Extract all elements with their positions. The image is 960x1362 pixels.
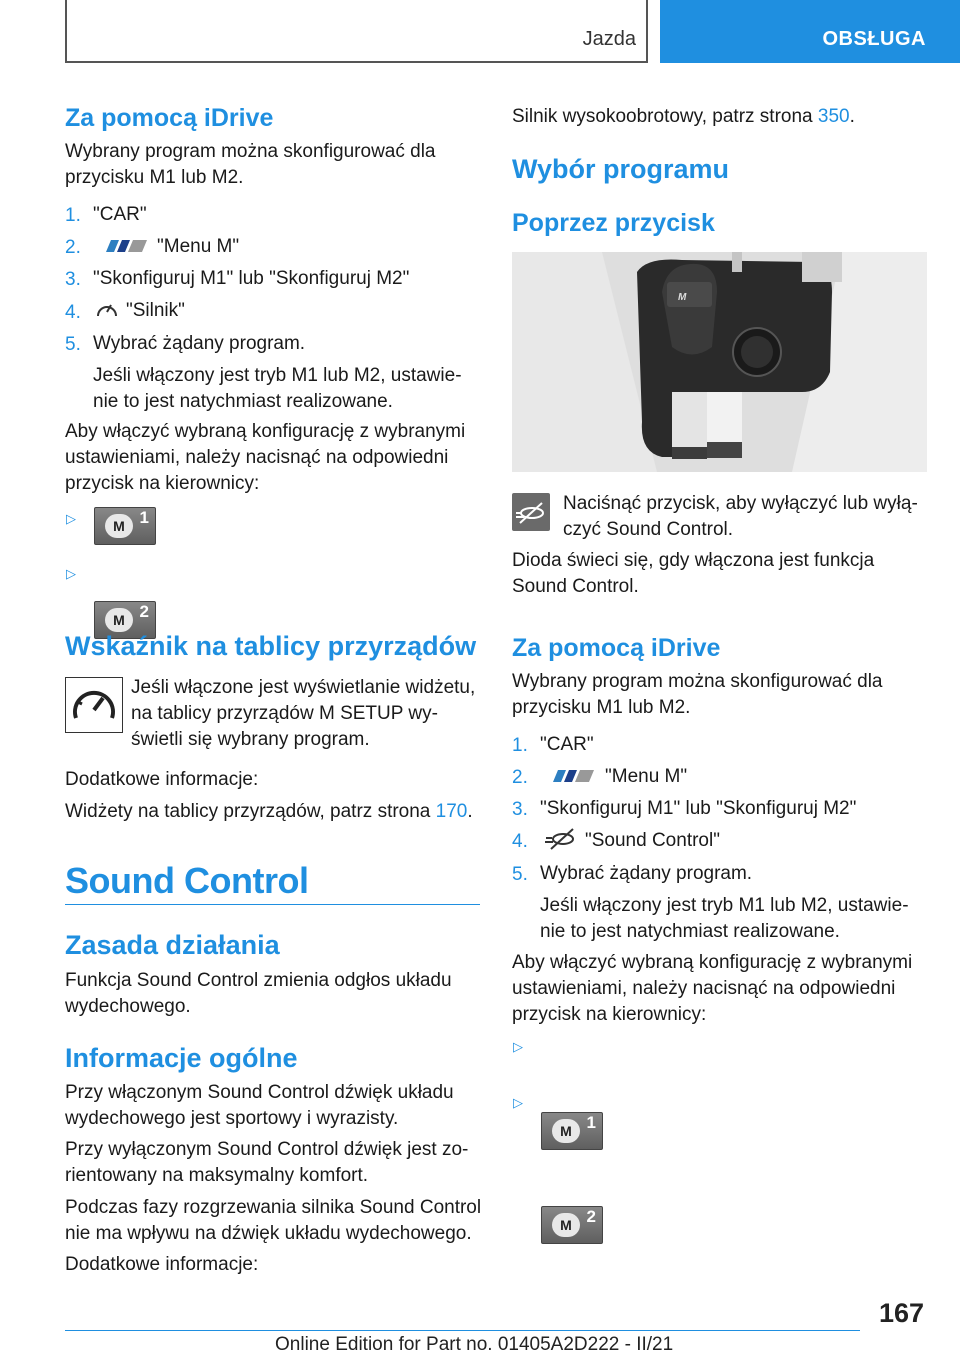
step-number: 1.	[512, 735, 528, 756]
heading-poprzez-przycisk: Poprzez przycisk	[512, 209, 715, 237]
dodatkowe-label-2: Dodatkowe informacje:	[65, 1254, 259, 1275]
heading-sound-control: Sound Control	[65, 860, 309, 901]
section-tab[interactable]	[660, 0, 960, 63]
wskaznik-text-1: Jeśli włączone jest wyświetlanie widżetu,	[131, 677, 476, 698]
heading-zasada: Zasada działania	[65, 930, 280, 960]
step-note-1: Jeśli włączony jest tryb M1 lub M2, ustawie-	[540, 895, 909, 916]
widzety-reference: Widżety na tablicy przyrządów, patrz strona 170.	[65, 801, 473, 822]
step-number: 2.	[65, 237, 81, 258]
m-menu-stripes-icon	[547, 768, 595, 784]
m2-sub: 2	[586, 1207, 596, 1226]
paragraph-idrive-1: Wybrany program można skonfigurować dla	[65, 141, 436, 162]
svg-text:M: M	[678, 292, 687, 303]
bullet-triangle-icon: ▷	[513, 1095, 523, 1110]
silnik-reference: Silnik wysokoobrotowy, patrz strona 350.	[512, 106, 855, 127]
heading-za-pomoca-idrive: Za pomocą iDrive	[65, 104, 274, 132]
m1-button-icon	[541, 1112, 603, 1150]
page-link-170[interactable]: 170	[435, 801, 468, 822]
step-number: 4.	[512, 831, 528, 852]
paragraph-idrive-r2: przycisku M1 lub M2.	[512, 697, 691, 718]
apply-text-3: przycisk na kierownicy:	[512, 1004, 707, 1025]
footer-divider	[65, 1330, 860, 1331]
m1-letter: M	[105, 514, 133, 538]
step-text: "Skonfiguruj M1" lub "Skonfiguruj M2"	[93, 268, 410, 289]
zasada-text-1: Funkcja Sound Control zmienia odgłos układu	[65, 970, 452, 991]
section-tab-label: OBSŁUGA	[822, 28, 926, 50]
m-menu-stripes-icon	[100, 238, 148, 254]
m2-letter: M	[552, 1213, 580, 1237]
step-number: 1.	[65, 205, 81, 226]
dioda-text-1: Dioda świeci się, gdy włączona jest funkcja	[512, 550, 875, 571]
page-number: 167	[878, 1298, 924, 1328]
nacisnac-text-2: czyć Sound Control.	[563, 519, 734, 540]
edition-footer: Online Edition for Part no. 01405A2D222 - II/21	[275, 1334, 674, 1355]
chapter-label: Jazda	[582, 28, 636, 50]
apply-text-2: ustawieniami, należy nacisnąć na odpowiedni	[512, 978, 896, 999]
step-number: 5.	[512, 864, 528, 885]
dodatkowe-label: Dodatkowe informacje:	[65, 769, 259, 790]
m2-letter: M	[105, 608, 133, 632]
step-text: "Menu M"	[605, 766, 688, 787]
wskaznik-text-3: świetli się wybrany program.	[131, 729, 370, 750]
step-text: Wybrać żądany program.	[93, 333, 306, 354]
wskaznik-text-2: na tablicy przyrządów M SETUP wy-	[131, 703, 438, 724]
step-text: "Sound Control"	[585, 830, 720, 851]
m1-sub: 1	[139, 508, 149, 527]
m2-button-icon	[541, 1206, 603, 1244]
apply-text-1: Aby włączyć wybraną konfigurację z wybranymi	[65, 421, 466, 442]
bullet-triangle-icon: ▷	[513, 1039, 523, 1054]
info-text: nie ma wpływu na dźwięk układu wydechowego.	[65, 1223, 472, 1244]
step-number: 3.	[512, 799, 528, 820]
m1-letter: M	[552, 1119, 580, 1143]
info-text: rientowany na maksymalny komfort.	[65, 1165, 369, 1186]
step-text: "Silnik"	[126, 300, 185, 321]
step-note-1: Jeśli włączony jest tryb M1 lub M2, ustawie-	[93, 365, 462, 386]
sound-control-button-icon	[512, 493, 550, 531]
sound-control-icon	[543, 827, 577, 851]
step-text: "Menu M"	[157, 236, 240, 257]
step-number: 4.	[65, 302, 81, 323]
center-console-photo	[512, 252, 927, 472]
silnik-text: Silnik wysokoobrotowy, patrz strona	[512, 106, 818, 127]
m1-sub: 1	[586, 1113, 596, 1132]
step-number: 5.	[65, 334, 81, 355]
dioda-text-2: Sound Control.	[512, 576, 639, 597]
speedometer-icon	[65, 677, 123, 733]
info-text: Przy wyłączonym Sound Control dźwięk jest zo-	[65, 1139, 469, 1160]
section-divider	[65, 904, 480, 905]
info-text: Przy włączonym Sound Control dźwięk układu	[65, 1082, 454, 1103]
apply-text-2: ustawieniami, należy nacisnąć na odpowiedni	[65, 447, 449, 468]
header-frame	[65, 0, 648, 63]
bullet-triangle-icon: ▷	[66, 511, 76, 526]
engine-gauge-icon	[95, 298, 119, 320]
heading-informacje: Informacje ogólne	[65, 1043, 298, 1073]
bullet-triangle-icon: ▷	[66, 566, 76, 581]
heading-za-pomoca-idrive-2: Za pomocą iDrive	[512, 634, 721, 662]
step-text: "CAR"	[540, 734, 594, 755]
step-note-2: nie to jest natychmiast realizowane.	[93, 391, 393, 412]
m2-sub: 2	[139, 602, 149, 621]
apply-text-1: Aby włączyć wybraną konfigurację z wybranymi	[512, 952, 913, 973]
page-link-350[interactable]: 350	[817, 106, 850, 127]
zasada-text-2: wydechowego.	[65, 996, 191, 1017]
info-text: wydechowego jest sportowy i wyrazisty.	[65, 1108, 399, 1129]
widzety-text: Widżety na tablicy przyrządów, patrz strona	[65, 801, 436, 822]
paragraph-idrive-r1: Wybrany program można skonfigurować dla	[512, 671, 883, 692]
nacisnac-text-1: Naciśnąć przycisk, aby wyłączyć lub wyłą-	[563, 493, 918, 514]
heading-wskaznik: Wskaźnik na tablicy przyrządów	[65, 631, 477, 661]
step-text: "Skonfiguruj M1" lub "Skonfiguruj M2"	[540, 798, 857, 819]
paragraph-idrive-2: przycisku M1 lub M2.	[65, 167, 244, 188]
step-number: 3.	[65, 269, 81, 290]
step-text: Wybrać żądany program.	[540, 863, 753, 884]
m1-button-icon	[94, 507, 156, 545]
info-text: Podczas fazy rozgrzewania silnika Sound Control	[65, 1197, 482, 1218]
step-text: "CAR"	[93, 204, 147, 225]
heading-wybor-programu: Wybór programu	[512, 154, 730, 184]
apply-text-3: przycisk na kierownicy:	[65, 473, 260, 494]
step-number: 2.	[512, 767, 528, 788]
step-note-2: nie to jest natychmiast realizowane.	[540, 921, 840, 942]
